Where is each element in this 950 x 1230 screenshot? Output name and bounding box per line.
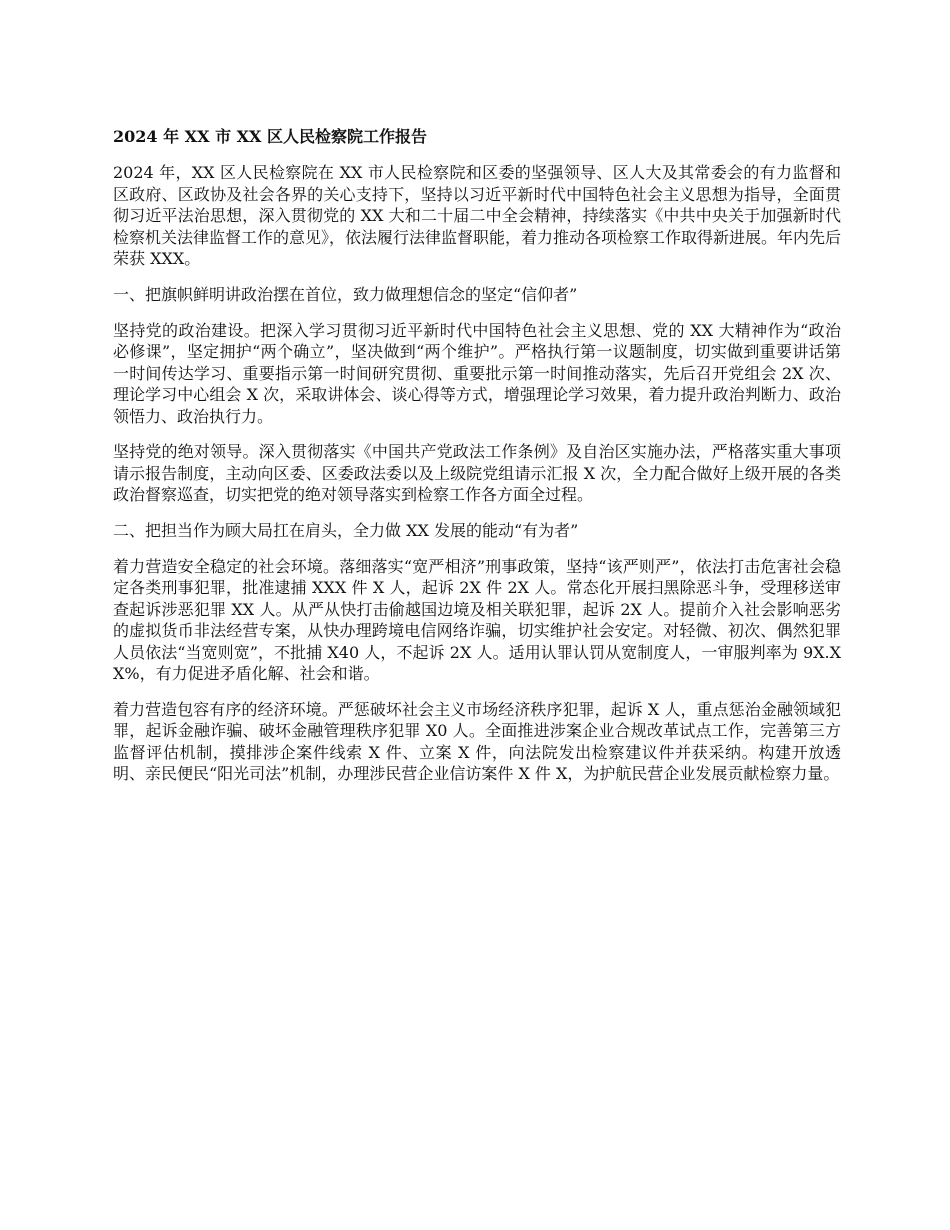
paragraph-social-environment: 着力营造安全稳定的社会环境。落细落实“宽严相济”刑事政策，坚持“该严则严”，依法打击危害社会稳定各类刑事犯罪，批准逮捕 XXX 件 X 人，起诉 2X 件 2X 人。常态化开展扫黑除恶斗争，受理移送审查起诉涉恶犯罪 XX 人。从严从快打击偷越国边境及相关联犯罪，起诉 2X 人。提前介入社会影响恶劣的虚拟货币非法经营专案，从快办理跨境电信网络诈骗，切实维护社会安定。对轻微、初次、偶然犯罪人员依法“当宽则宽”，不批捕 X40 人，不起诉 2X 人。适用认罪认罚从宽制度人，一审服判率为 9X.XX%，有力促进矛盾化解、社会和谐。 [113,556,841,683]
paragraph-party-leadership: 坚持党的绝对领导。深入贯彻落实《中国共产党政法工作条例》及自治区实施办法，严格落实重大事项请示报告制度，主动向区委、区委政法委以及上级院党组请示汇报 X 次，全力配合做好上级开展的各类政治督察巡查，切实把党的绝对领导落实到检察工作各方面全过程。 [113,442,841,504]
paragraph-economic-environment: 着力营造包容有序的经济环境。严惩破坏社会主义市场经济秩序犯罪，起诉 X 人，重点惩治金融领域犯罪，起诉金融诈骗、破坏金融管理秩序犯罪 X0 人。全面推进涉案企业合规改革试点工作，完善第三方监督评估机制，摸排涉企案件线索 X 件、立案 X 件，向法院发出检察建议件并获采纳。构建开放透明、亲民便民“阳光司法”机制，办理涉民营企业信访案件 X 件 X，为护航民营企业发展贡献检察力量。 [113,699,841,783]
paragraph-political-building: 坚持党的政治建设。把深入学习贯彻习近平新时代中国特色社会主义思想、党的 XX 大精神作为“政治必修课”，坚定拥护“两个确立”，坚决做到“两个维护”。严格执行第一议题制度，切实做到重要讲话第一时间传达学习、重要指示第一时间研究贯彻、重要批示第一时间推动落实，先后召开党组会 2X 次、理论学习中心组会 X 次，采取讲体会、谈心得等方式，增强理论学习效果，着力提升政治判断力、政治领悟力、政治执行力。 [113,320,841,426]
document-title: 2024 年 XX 市 XX 区人民检察院工作报告 [113,127,428,146]
section-heading-2: 二、把担当作为顾大局扛在肩头，全力做 XX 发展的能动“有为者” [113,520,579,540]
section-heading-1: 一、把旗帜鲜明讲政治摆在首位，致力做理想信念的坚定“信仰者” [113,284,578,304]
intro-paragraph: 2024 年，XX 区人民检察院在 XX 市人民检察院和区委的坚强领导、区人大及其常委会的有力监督和区政府、区政协及社会各界的关心支持下，坚持以习近平新时代中国特色社会主义思想为指导，全面贯彻习近平法治思想，深入贯彻党的 XX 大和二十届二中全会精神，持续落实《中共中央关于加强新时代检察机关法律监督工作的意见》，依法履行法律监督职能，着力推动各项检察工作取得新进展。年内先后荣获 XXX。 [113,163,842,268]
document-page [113,126,841,799]
